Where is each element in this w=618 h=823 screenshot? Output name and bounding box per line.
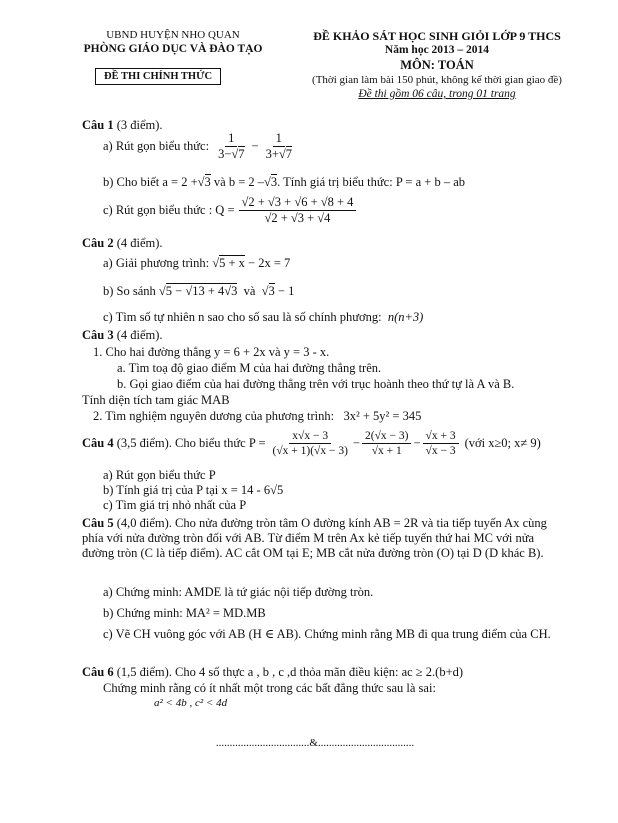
q3-p1b-cont: Tính diện tích tam giác MAB [82,393,230,407]
q3-heading [82,328,163,343]
official-exam-box [95,68,221,83]
q2b-tail: − 1 [274,284,295,298]
q3-p1a: a. Tìm toạ độ giao điểm M của hai đường thẳng trên. [117,361,382,375]
q2-heading [82,236,163,251]
q2a: a) Giải phương trình: √5 + x − 2x = 7 [103,256,291,270]
q5b: b) Chứng minh: MA² = MD.MB [103,606,266,620]
q2a-tail: − 2x = 7 [244,256,291,270]
q4-f2-num: 2(√x − 3) [362,430,411,444]
school-year: Năm học 2013 – 2014 [384,44,490,56]
q4c: c) Tìm giá trị nhỏ nhất của P [103,498,247,512]
q4-f3-num: √x + 3 [423,430,459,444]
subject: MÔN: TOÁN [400,58,474,72]
q4-minus2: − [413,436,421,451]
official-exam-label: ĐỀ THI CHÍNH THỨC [95,68,221,85]
q4-title: Câu 4 [82,436,114,451]
q4b: b) Tính giá trị của P tại x = 14 - 6√5 [103,483,284,497]
q1a-label: a) Rút gọn biểu thức: [103,139,210,154]
q1c [103,196,358,225]
q1a-frac1-den-pre: 3− [218,147,232,162]
q4-frac1 [270,430,351,457]
q3-p2-eq: 3x² + 5y² = 345 [343,409,422,423]
q5-title: Câu 5 [82,516,114,530]
q1a-frac2-den-pre: 3+ [265,147,279,162]
header-dept-line2: PHÒNG GIÁO DỤC VÀ ĐÀO TẠO [83,43,263,55]
q3-p1b: b. Gọi giao điểm của hai đường thẳng trên với trục hoành theo thứ tự là A và B. [117,377,515,391]
header-dept-line1: UBND HUYỆN NHO QUAN [106,29,240,41]
end-marker: ..................................&................................... [215,737,415,749]
q1b-text-3: . Tính giá trị biểu thức: P = a + b – ab [277,175,466,189]
q1b-rad-2: 3 [270,175,278,189]
q2a-rad: 5 + x [219,256,245,270]
q1b: b) Cho biết a = 2 +√3 và b = 2 –√3. Tính giá trị biểu thức: P = a + b – ab [103,175,466,189]
q1c-frac [239,196,357,225]
q2a-label: a) Giải phương trình: [103,256,210,270]
q5-text: (4,0 điểm). Cho nửa đường tròn tâm O đường kính AB = 2R và tia tiếp tuyến Ax cùng phía với nửa đường tròn đối với AB. Từ điểm M trên Ax kẻ tiếp tuyến thứ hai MC với nửa đường tròn (C là tiếp điểm). AC cắt OM tại E; MB cắt nửa đường tròn (O) tại D (D khác B). [82,516,547,560]
time-note: (Thời gian làm bài 150 phút, không kể thời gian giao đề) [312,74,562,86]
q2b-expr: 5 − √13 + 4√3 [165,284,238,298]
q4-f2-den: √x + 1 [371,445,402,458]
q1a [103,132,297,161]
q2-title: Câu 2 [82,236,114,250]
q4-frac2 [362,430,411,457]
exam-title: ĐỀ KHẢO SÁT HỌC SINH GIỎI LỚP 9 THCS [313,29,561,43]
q6-line2: Chứng minh rằng có ít nhất một trong các bất đẳng thức sau là sai: [103,681,436,695]
q6-heading [82,665,463,680]
q1a-frac2-den: 3+√7 [265,147,292,162]
q1a-frac1-den: 3−√7 [218,147,245,162]
q3-points: (4 điểm). [116,328,163,342]
q5c: c) Vẽ CH vuông góc với AB (H ∈ AB). Chứng minh rằng MB đi qua trung điểm của CH. [103,627,551,641]
q1a-frac2-den-rad: 7 [285,147,292,162]
q1a-frac1-num: 1 [225,132,237,147]
q4-cond: (với x≥0; x≠ 9) [464,436,541,451]
q2b: b) So sánh √5 − √13 + 4√3 và √3 − 1 [103,284,295,298]
q6-title: Câu 6 [82,665,114,679]
q4-heading [82,430,541,457]
q1c-den: √2 + √3 + √4 [264,211,331,226]
q1-heading [82,118,163,133]
q1a-frac1-den-rad: 7 [238,147,245,162]
q2-points: (4 điểm). [116,236,163,250]
q1c-num: √2 + √3 + √6 + √8 + 4 [239,196,357,211]
q2c-expr: n(n+3) [387,310,424,324]
q3-p2-text: 2. Tìm nghiệm nguyên dương của phương trình: [93,409,335,423]
q1b-rad-1: 3 [204,175,211,189]
q1b-text-2: và b = 2 – [210,175,265,189]
q6-text: (1,5 điểm). Cho 4 số thực a , b , c ,d thỏa mãn điều kiện: ac ≥ 2.(b+d) [116,665,464,679]
q2b-label: b) So sánh [103,284,156,298]
q4-points: (3,5 điểm). Cho biểu thức P = [116,436,266,451]
q4-frac3 [423,430,459,457]
q3-p2 [93,409,421,424]
q1-title: Câu 1 [82,118,114,132]
q2c [103,310,423,325]
q6-inequalities: a² < 4b , c² < 4d [154,697,228,709]
q1a-frac1 [215,132,247,161]
q4a: a) Rút gọn biểu thức P [103,468,216,482]
q1a-frac2 [263,132,295,161]
q3-title: Câu 3 [82,328,114,342]
q1a-minus: − [251,139,259,154]
q2b-rad: 3 [268,284,275,298]
q2b-and: và [243,284,256,298]
q3-p1: 1. Cho hai đường thẳng y = 6 + 2x và y = 3 - x. [93,345,330,359]
q1a-frac2-num: 1 [273,132,285,147]
q2c-text: c) Tìm số tự nhiên n sao cho số sau là số chính phương: [103,310,382,324]
q5-body [82,516,568,561]
q4-f1-den: (√x + 1)(√x − 3) [272,445,348,458]
q5a: a) Chứng minh: AMDE là tứ giác nội tiếp đường tròn. [103,585,374,599]
q1b-text-1: b) Cho biết a = 2 + [103,175,198,189]
q1c-label: c) Rút gọn biểu thức : Q = [103,203,235,218]
q4-minus1: − [352,436,360,451]
q4-f3-den: √x − 3 [425,445,456,458]
q1-points: (3 điểm). [116,118,163,132]
q4-f1-num: x√x − 3 [289,430,331,444]
page-note: Đề thi gồm 06 câu, trong 01 trang [358,88,516,100]
